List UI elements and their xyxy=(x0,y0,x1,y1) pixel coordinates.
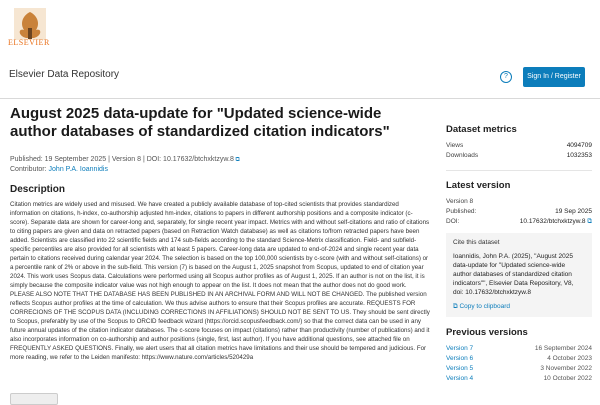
copy-icon: ⧉ xyxy=(453,303,460,310)
published-value: 19 Sep 2025 xyxy=(555,208,592,215)
previous-version-row[interactable] xyxy=(446,344,592,354)
contributor-link[interactable]: John P.A. Ioannidis xyxy=(48,166,108,173)
doi-row xyxy=(446,217,592,227)
help-icon[interactable]: ? xyxy=(500,71,512,83)
signin-button[interactable]: Sign In / Register xyxy=(523,67,585,87)
previous-version-link[interactable]: Version 7 xyxy=(446,345,474,352)
dataset-meta xyxy=(10,155,430,165)
views-label: Views xyxy=(446,142,464,149)
elsevier-logo[interactable] xyxy=(10,6,50,58)
version-label: Version 8 xyxy=(446,198,474,205)
doi-text[interactable]: 10.17632/btchxktzyw.8 xyxy=(519,218,586,225)
previous-versions xyxy=(446,327,592,384)
published-label: Published: xyxy=(446,208,477,215)
previous-version-link[interactable]: Version 4 xyxy=(446,375,474,382)
previous-versions-heading: Previous versions xyxy=(446,327,528,338)
contributor-line xyxy=(10,165,430,175)
cite-box xyxy=(446,233,592,317)
published-row xyxy=(446,207,592,217)
copy-to-clipboard-button[interactable] xyxy=(453,303,585,311)
downloads-label: Downloads xyxy=(446,152,479,159)
file-chip[interactable] xyxy=(10,393,58,405)
page-header xyxy=(0,0,600,99)
previous-version-row[interactable] xyxy=(446,374,592,384)
page-title: August 2025 data-update for "Updated science-wide author databases of standardized citation indicators" xyxy=(10,105,390,140)
divider xyxy=(446,170,592,171)
cite-heading: Cite this dataset xyxy=(453,239,500,246)
previous-version-link[interactable]: Version 5 xyxy=(446,365,474,372)
repository-name[interactable]: Elsevier Data Repository xyxy=(9,69,120,80)
logo-wordmark: ELSEVIER xyxy=(8,38,50,47)
doi-value[interactable] xyxy=(520,217,592,227)
previous-version-date: 4 October 2023 xyxy=(547,355,592,362)
external-link-icon[interactable]: ⧉ xyxy=(233,157,240,163)
views-row xyxy=(446,141,592,151)
downloads-value: 1032353 xyxy=(566,152,592,159)
downloads-row xyxy=(446,151,592,161)
external-link-icon[interactable]: ⧉ xyxy=(585,218,592,225)
sidebar xyxy=(446,124,592,384)
previous-version-link[interactable]: Version 6 xyxy=(446,355,474,362)
previous-version-date: 16 September 2024 xyxy=(534,345,592,352)
description-text: Citation metrics are widely used and misused. We have created a publicly available database of top-cited scientists that provides standardized information on citations, h-index, co-authorship adjusted hm-index, citations to papers in different authorship positions and a composite indicator (c-score). Separate data are shown for career-long and, separately, for single recent year impact. Metrics with and without self-citations and ratio of citations to citing papers are given and data on retracted papers (based on Retraction Watch database) as well as citations to/from retracted papers have been added. Scientists are classified into 22 scientific fields and 174 sub-fields according to the standard Science-Metrix classification. Field- and subfield-specific percentiles are also provided for all scientists with at least 5 papers. Career-long data are updated to end-of-2024 and single recent year data pertain to citations received during calendar year 2024. The selection is based on the top 100,000 scientists by c-score (with and without self-citations) or a percentile rank of 2% or above in the sub-field. This version (7) is based on the August 1, 2025 snapshot from Scopus, updated to end of citation year 2024. This work uses Scopus data. Calculations were performed using all Scopus author profiles as of August 1, 2025. If an author is not on the list, it is simply because the composite indicator value was not high enough to appear on the list. It does not mean that the author does not do good work. PLEASE ALSO NOTE THAT THE DATABASE HAS BEEN PUBLISHED IN AN ARCHIVAL FORM AND WILL NOT BE CHANGED. The published version reflects Scopus author profiles at the time of calculation. We thus advise authors to ensure that their Scopus profiles are accurate. REQUESTS FOR CORRECIONS OF THE SCOPUS DATA (INCLUDING CORRECTIONS IN AFFILIATIONS) SHOULD NOT BE SENT TO US. They should be sent directly to Scopus, preferably by use of the Scopus to ORCID feedback wizard (https://orcid.scopusfeedback.com/) so that the correct data can be used in any future annual updates of the citation indicator databases. The c-score focuses on impact (citations) rather than productivity (number of publications) and it also incorporates information on co-authorship and author positions (single, first, last author). If you have additional questions, see attached file on FREQUENTLY ASKED QUESTIONS. Finally, we alert users that all citation metrics have limitations and their use should be tempered and judicious. For more reading, we refer to the Leiden manifesto: https://www.nature.com/articles/520429a xyxy=(10,201,430,361)
previous-version-row[interactable] xyxy=(446,364,592,374)
previous-version-row[interactable] xyxy=(446,354,592,364)
dataset-main xyxy=(10,105,430,362)
description-heading: Description xyxy=(10,184,66,195)
metrics-heading: Dataset metrics xyxy=(446,124,517,135)
citation-text: Ioannidis, John P.A. (2025), "August 2025 data-update for "Updated science-wide author databases of standardized citation indicators"", Elsevier Data Repository, V8, doi: 10.17632/btchxktzyw.8 xyxy=(453,253,574,296)
views-value: 4094709 xyxy=(566,142,592,149)
version-row xyxy=(446,197,592,207)
previous-version-date: 10 October 2022 xyxy=(543,375,592,382)
previous-version-date: 3 November 2022 xyxy=(540,365,592,372)
meta-line: Published: 19 September 2025 | Version 8 | DOI: 10.17632/btchxktzyw.8 xyxy=(10,156,234,163)
latest-version-heading: Latest version xyxy=(446,180,511,191)
copy-label[interactable]: Copy to clipboard xyxy=(459,303,511,310)
doi-label: DOI: xyxy=(446,218,460,225)
contributor-label: Contributor: xyxy=(10,166,47,173)
